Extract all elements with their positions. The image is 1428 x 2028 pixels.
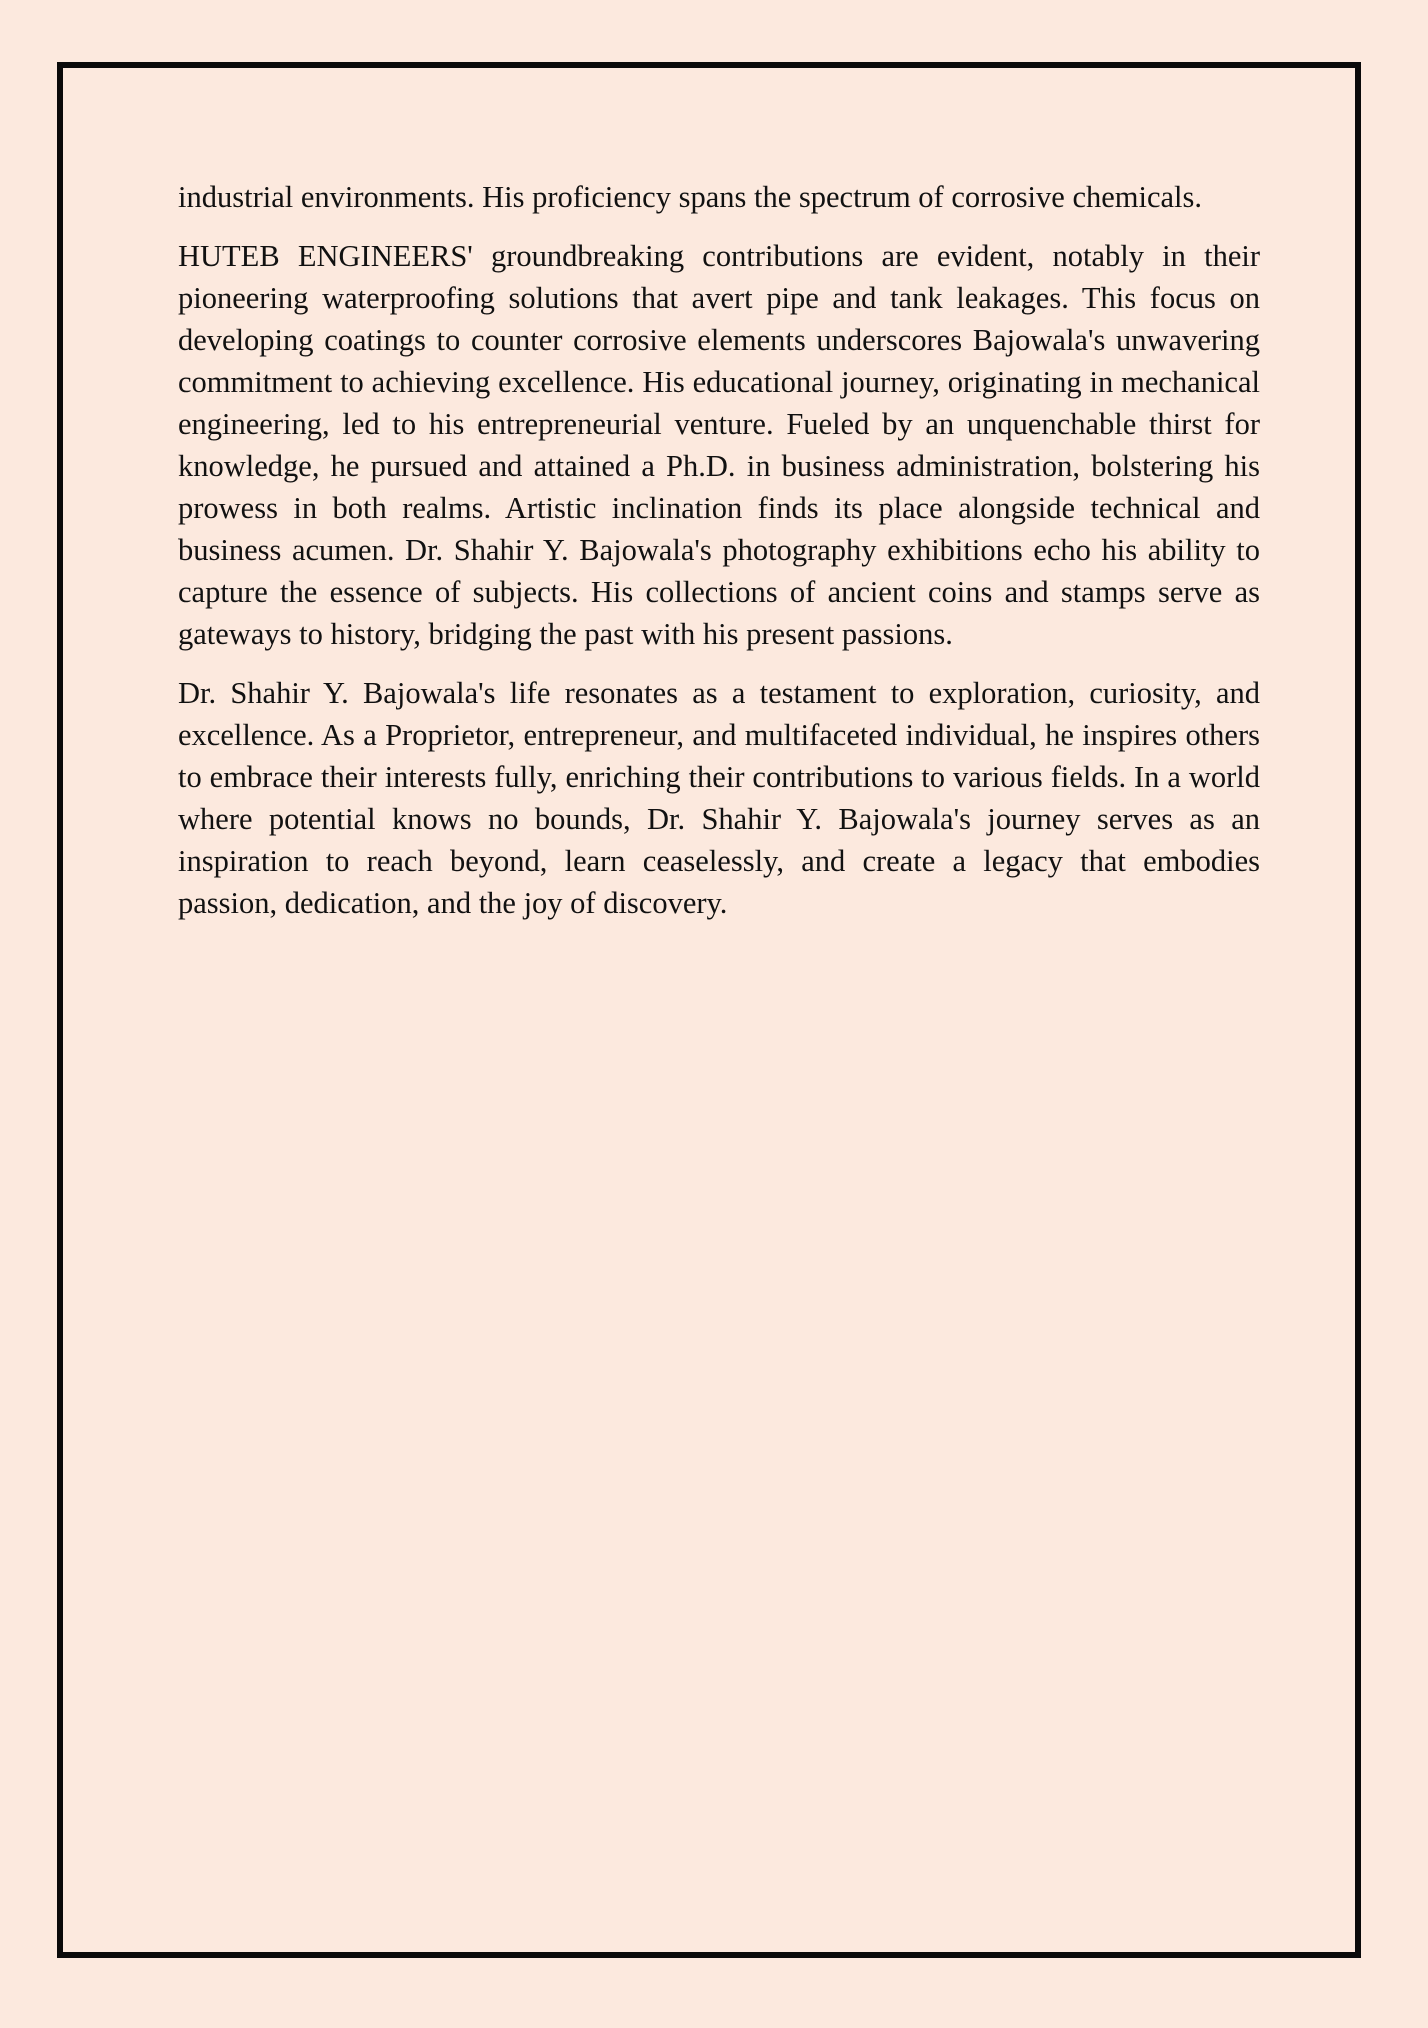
paragraph-industrial-environments: industrial environments. His proficiency spans the spectrum of corrosive chemicals.: [178, 180, 1203, 214]
document-body: [178, 176, 1260, 941]
paragraph-huteb-engineers: HUTEB ENGINEERS' groundbreaking contributions are evident, notably in their pioneering waterproofing solutions that avert pipe and tank leakages. This focus on developing coatings to counter corrosive elements underscores Bajowala's unwavering commitment to achieving excellence. His educational journey, originating in mechanical engineering, led to his entrepreneurial venture. Fueled by an unquenchable thirst for knowledge, he pursued and attained a Ph.D. in business administration, bolstering his prowess in both realms. Artistic inclination finds its place alongside technical and business acumen. Dr. Shahir Y. Bajowala's photography exhibitions echo his ability to capture the essence of subjects. His collections of ancient coins and stamps serve as gateways to history, bridging the past with his present passions.: [178, 239, 1260, 651]
paragraph-life-testament: Dr. Shahir Y. Bajowala's life resonates as a testament to exploration, curiosity, and excellence. As a Proprietor, entrepreneur, and multifaceted individual, he inspires others to embrace their interests fully, enriching their contributions to various fields. In a world where potential knows no bounds, Dr. Shahir Y. Bajowala's journey serves as an inspiration to reach beyond, learn ceaselessly, and create a legacy that embodies passion, dedication, and the joy of discovery.: [178, 676, 1260, 920]
page-border-frame: [57, 62, 1361, 1958]
